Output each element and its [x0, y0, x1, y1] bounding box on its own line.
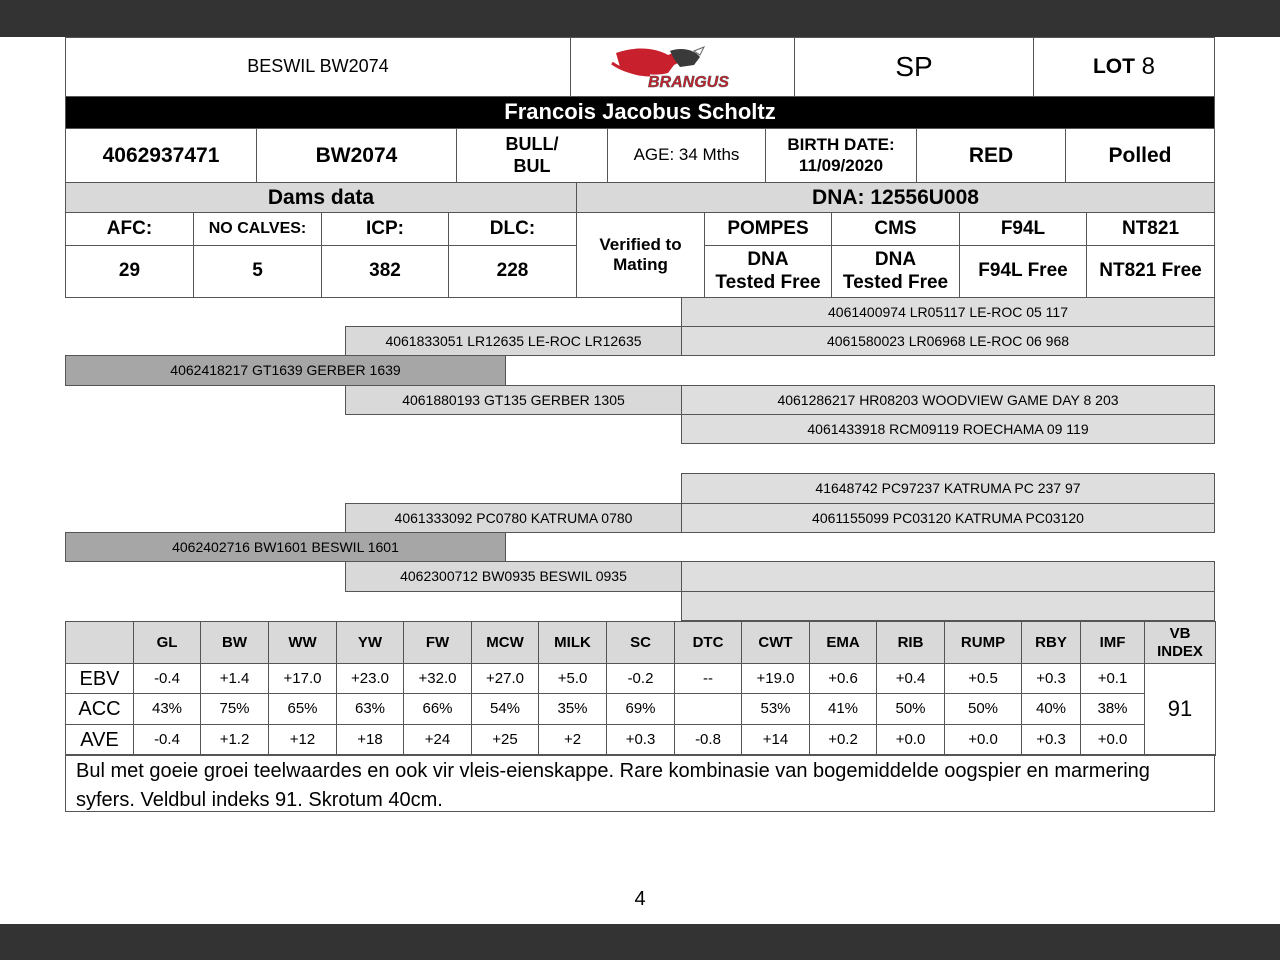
ebv-cell-acc-dtc: [674, 693, 742, 725]
brangus-logo: [570, 37, 795, 97]
dna-test-cms-result: [831, 245, 960, 298]
cms-result-line1: DNA: [874, 248, 917, 270]
age: AGE: 34 Mths: [607, 128, 766, 183]
herd-number: BW2074: [256, 128, 457, 183]
ebv-row-label-acc: ACC: [65, 693, 134, 725]
owner-name: Francois Jacobus Scholtz: [65, 96, 1215, 129]
ebv-cell-acc-yw: 63%: [336, 693, 404, 725]
lot-label: LOT: [1092, 55, 1135, 79]
dams-value-afc: 29: [65, 245, 194, 298]
ebv-header-yw: YW: [336, 621, 404, 664]
dna-test-f94l-result: F94L Free: [959, 245, 1087, 298]
ebv-cell-acc-bw: 75%: [200, 693, 269, 725]
dna-title: DNA: 12556U008: [576, 182, 1215, 213]
pedigree-dam-sire-dam: 4061155099 PC03120 KATRUMA PC03120: [681, 503, 1215, 533]
ebv-header-fw: FW: [403, 621, 472, 664]
dams-header-dlc: DLC:: [448, 212, 577, 246]
verified-line1: Verified to: [599, 234, 682, 254]
verified-to-mating: [576, 212, 705, 298]
pedigree-sire-sire-dam: 4061580023 LR06968 LE-ROC 06 968: [681, 326, 1215, 356]
ebv-cell-ebv-ww: +17.0: [268, 663, 337, 694]
lot-cell: [1033, 37, 1215, 97]
ebv-header-cwt: CWT: [741, 621, 810, 664]
ebv-cell-ave-imf: +0.0: [1080, 724, 1145, 756]
ebv-row-label-ave: AVE: [65, 724, 134, 756]
ebv-cell-ebv-rib: +0.4: [876, 663, 945, 694]
ebv-header-imf: IMF: [1080, 621, 1145, 664]
vb-index-value: 91: [1144, 663, 1216, 756]
ebv-cell-acc-ww: 65%: [268, 693, 337, 725]
sex-cell: [456, 128, 608, 183]
ebv-cell-ebv-ema: +0.6: [809, 663, 877, 694]
dna-test-f94l-header: F94L: [959, 212, 1087, 246]
pedigree-dam-sire-sire: 41648742 PC97237 KATRUMA PC 237 97: [681, 473, 1215, 504]
ebv-header-milk: MILK: [538, 621, 607, 664]
pompes-result-line2: Tested Free: [715, 271, 821, 293]
pedigree-dam-dam: 4062300712 BW0935 BESWIL 0935: [345, 561, 682, 592]
ebv-cell-ebv-imf: +0.1: [1080, 663, 1145, 694]
ebv-corner-cell: [65, 621, 134, 664]
ebv-cell-acc-milk: 35%: [538, 693, 607, 725]
dams-value-calves: 5: [193, 245, 322, 298]
logo-text: BRANGUS: [647, 74, 729, 91]
ebv-header-sc: SC: [606, 621, 675, 664]
pedigree-sire-dam: 4061880193 GT135 GERBER 1305: [345, 385, 682, 415]
ebv-cell-ebv-fw: +32.0: [403, 663, 472, 694]
dams-value-icp: 382: [321, 245, 449, 298]
pedigree-sire: 4062418217 GT1639 GERBER 1639: [65, 355, 506, 386]
ebv-header-bw: BW: [200, 621, 269, 664]
vb-index-header-line1: VB: [1169, 624, 1191, 642]
sex-line1: BULL/: [505, 133, 559, 154]
pedigree-sire-sire: 4061833051 LR12635 LE-ROC LR12635: [345, 326, 682, 356]
ebv-cell-ave-yw: +18: [336, 724, 404, 756]
pedigree-dam: 4062402716 BW1601 BESWIL 1601: [65, 532, 506, 562]
ebv-cell-ave-cwt: +14: [741, 724, 810, 756]
pedigree-sire-sire-sire: 4061400974 LR05117 LE-ROC 05 117: [681, 297, 1215, 327]
ebv-cell-acc-imf: 38%: [1080, 693, 1145, 725]
pedigree-sire-dam-dam: 4061433918 RCM09119 ROECHAMA 09 119: [681, 414, 1215, 444]
ebv-cell-ave-fw: +24: [403, 724, 472, 756]
ebv-cell-acc-ema: 41%: [809, 693, 877, 725]
birth-date-label: BIRTH DATE:: [787, 135, 895, 155]
ebv-cell-acc-sc: 69%: [606, 693, 675, 725]
category-label: SP: [794, 37, 1034, 97]
pedigree-sire-dam-sire: 4061286217 HR08203 WOODVIEW GAME DAY 8 203: [681, 385, 1215, 415]
ebv-cell-acc-rby: 40%: [1021, 693, 1081, 725]
ebv-header-ema: EMA: [809, 621, 877, 664]
ebv-header-rib: RIB: [876, 621, 945, 664]
ebv-header-rby: RBY: [1021, 621, 1081, 664]
dams-header-icp: ICP:: [321, 212, 449, 246]
ebv-cell-ebv-cwt: +19.0: [741, 663, 810, 694]
ebv-cell-ave-rby: +0.3: [1021, 724, 1081, 756]
ebv-cell-acc-cwt: 53%: [741, 693, 810, 725]
ebv-cell-acc-gl: 43%: [133, 693, 201, 725]
ebv-cell-ave-sc: +0.3: [606, 724, 675, 756]
ebv-cell-ebv-bw: +1.4: [200, 663, 269, 694]
dna-test-pompes-result: [704, 245, 832, 298]
pompes-result-line1: DNA: [747, 248, 789, 270]
vb-index-header-line2: INDEX: [1157, 642, 1203, 660]
cms-result-line2: Tested Free: [842, 271, 949, 293]
dna-test-nt821-header: NT821: [1086, 212, 1215, 246]
birth-date: 11/09/2020: [798, 155, 884, 175]
verified-line2: Mating: [613, 255, 668, 274]
colour: RED: [916, 128, 1066, 183]
ebv-cell-ave-ema: +0.2: [809, 724, 877, 756]
lot-number: 8: [1141, 52, 1156, 80]
dams-value-dlc: 228: [448, 245, 577, 298]
birth-date-cell: [765, 128, 917, 183]
comment-text: Bul met goeie groei teelwaardes en ook vir vleis-eienskappe. Rare kombinasie van bogemiddelde oogspier en marmering syfers. Veldbul indeks 91. Skrotum 40cm.: [65, 754, 1215, 812]
ebv-cell-ave-gl: -0.4: [133, 724, 201, 756]
dna-test-pompes-header: POMPES: [704, 212, 832, 246]
top-border-bar: [0, 0, 1280, 37]
breeder-code: BESWIL BW2074: [65, 37, 571, 97]
bull-logo-icon: [608, 43, 758, 91]
ebv-cell-ave-dtc: -0.8: [674, 724, 742, 756]
animal-id: 4062937471: [65, 128, 257, 183]
dna-test-cms-header: CMS: [831, 212, 960, 246]
dams-data-title: Dams data: [65, 182, 577, 213]
ebv-header-ww: WW: [268, 621, 337, 664]
ebv-cell-ave-rump: +0.0: [944, 724, 1022, 756]
ebv-header-gl: GL: [133, 621, 201, 664]
page-number: 4: [634, 888, 646, 910]
ebv-cell-ebv-dtc: --: [674, 663, 742, 694]
ebv-cell-ave-mcw: +25: [471, 724, 539, 756]
ebv-cell-ave-ww: +12: [268, 724, 337, 756]
ebv-header-mcw: MCW: [471, 621, 539, 664]
ebv-cell-acc-fw: 66%: [403, 693, 472, 725]
bottom-border-bar: [0, 924, 1280, 960]
ebv-cell-acc-rump: 50%: [944, 693, 1022, 725]
ebv-cell-ebv-rby: +0.3: [1021, 663, 1081, 694]
sex-line2: BUL: [513, 155, 551, 176]
pedigree-dam-dam-sire: [681, 561, 1215, 592]
ebv-cell-ave-bw: +1.2: [200, 724, 269, 756]
ebv-cell-ebv-mcw: +27.0: [471, 663, 539, 694]
ebv-header-rump: RUMP: [944, 621, 1022, 664]
dams-header-afc: AFC:: [65, 212, 194, 246]
pedigree-dam-sire: 4061333092 PC0780 KATRUMA 0780: [345, 503, 682, 533]
ebv-cell-ebv-milk: +5.0: [538, 663, 607, 694]
ebv-cell-acc-rib: 50%: [876, 693, 945, 725]
horn-status: Polled: [1065, 128, 1215, 183]
pedigree-dam-dam-dam: [681, 591, 1215, 621]
ebv-header-dtc: DTC: [674, 621, 742, 664]
ebv-cell-ebv-gl: -0.4: [133, 663, 201, 694]
dams-header-calves: NO CALVES:: [193, 212, 322, 246]
ebv-row-label-ebv: EBV: [65, 663, 134, 694]
ebv-cell-ave-rib: +0.0: [876, 724, 945, 756]
ebv-cell-acc-mcw: 54%: [471, 693, 539, 725]
ebv-cell-ave-milk: +2: [538, 724, 607, 756]
dna-test-nt821-result: NT821 Free: [1086, 245, 1215, 298]
ebv-header-vb-index: [1144, 621, 1216, 664]
ebv-cell-ebv-sc: -0.2: [606, 663, 675, 694]
ebv-cell-ebv-rump: +0.5: [944, 663, 1022, 694]
ebv-cell-ebv-yw: +23.0: [336, 663, 404, 694]
